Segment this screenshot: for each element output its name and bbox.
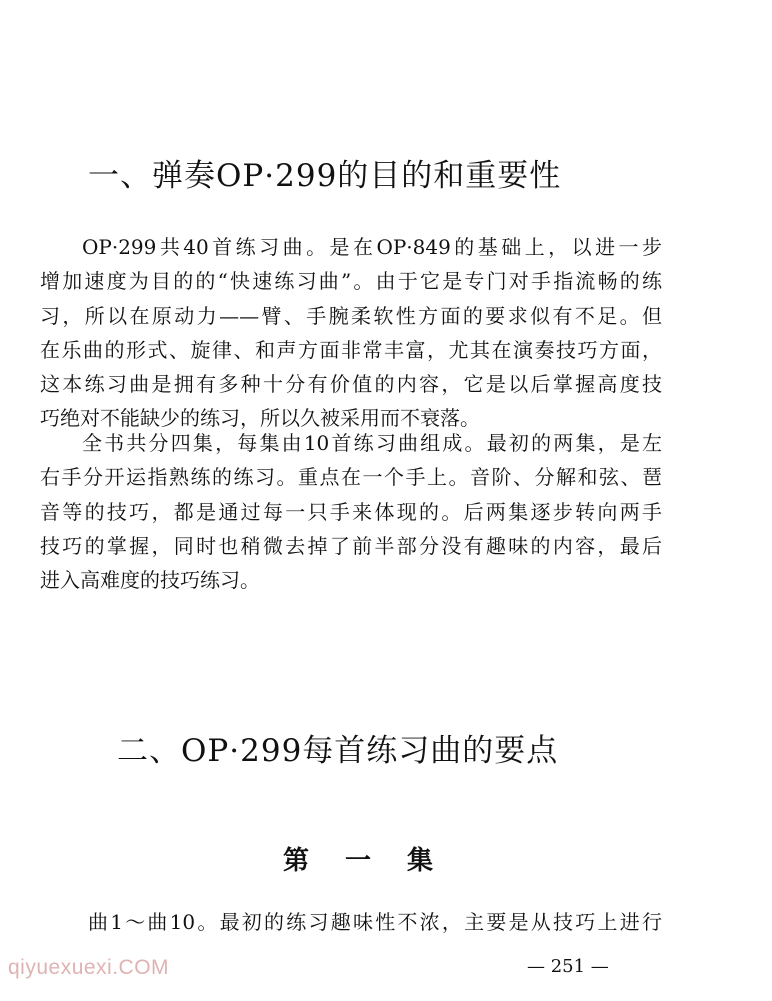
body-text-line: 曲1～曲10。最初的练习趣味性不浓，主要是从技巧上进行 [88, 910, 662, 934]
watermark: qiyuexuexi.COM [8, 956, 170, 979]
volume-title-char: 第 [283, 846, 310, 876]
paragraph-line: 技巧的掌握，同时也稍微去掉了前半部分没有趣味的内容，最后 [40, 533, 662, 558]
volume-title-char: 一 [344, 846, 371, 876]
paragraph-line: 右手分开运指熟练的练习。重点在一个手上。音阶、分解和弦、琶 [40, 465, 662, 490]
paragraph-2 [40, 426, 662, 597]
paragraph-line: 巧绝对不能缺少的练习，所以久被采用而不衰落。 [40, 406, 480, 431]
section-heading-2: 二、OP·299每首练习曲的要点 [117, 733, 559, 769]
paragraph-line: 增加速度为目的的“快速练习曲”。由于它是专门对手指流畅的练 [40, 269, 662, 294]
page-number: — 251 — [527, 956, 609, 977]
paragraph-line: 这本练习曲是拥有多种十分有价值的内容，它是以后掌握高度技 [40, 372, 662, 397]
section-heading-1: 一、弹奏OP·299的目的和重要性 [88, 158, 562, 194]
paragraph-line: 进入高难度的技巧练习。 [40, 568, 260, 593]
volume-title-char: 集 [406, 846, 433, 876]
paragraph-line: 在乐曲的形式、旋律、和声方面非常丰富，尤其在演奏技巧方面， [40, 337, 662, 362]
paragraph-line: 全书共分四集，每集由10首练习曲组成。最初的两集，是左 [82, 431, 662, 455]
paragraph-1 [40, 230, 662, 436]
paragraph-line: 音等的技巧，都是通过每一只手来体现的。后两集逐步转向两手 [40, 499, 662, 524]
paragraph-line: OP·299共40首练习曲。是在OP·849的基础上，以进一步 [82, 235, 662, 259]
volume-title [283, 840, 433, 877]
paragraph-line: 习，所以在原动力——臂、手腕柔软性方面的要求似有不足。但 [40, 303, 662, 328]
